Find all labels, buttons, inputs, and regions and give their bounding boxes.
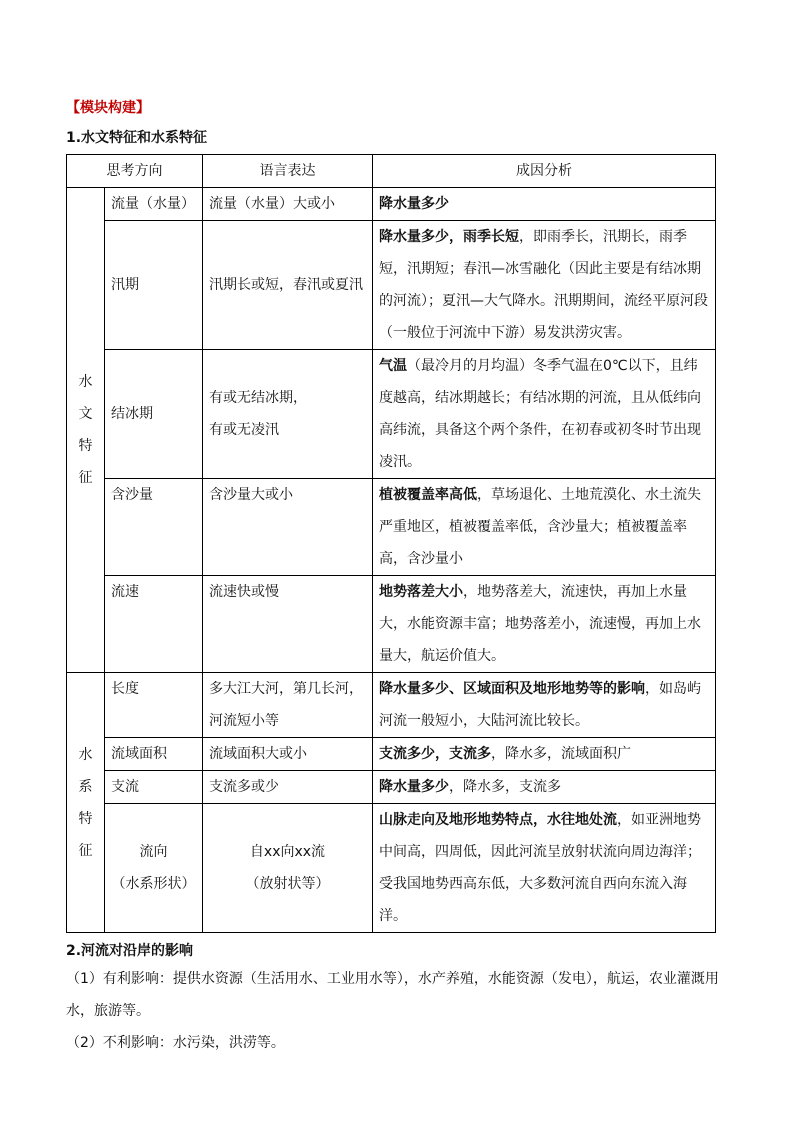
header-direction: 思考方向 [67,155,203,188]
row-expression: 流域面积大或小 [203,738,373,771]
row-analysis [373,771,716,804]
row-item: 流域面积 [105,738,203,771]
document-page [66,96,728,1059]
row-item: 结冰期 [105,350,203,479]
table-row [67,804,716,933]
header-analysis: 成因分析 [373,155,716,188]
row-expression [203,673,373,738]
table-header-row [67,155,716,188]
expression-line: 河流短小等 [209,713,279,729]
item-line: 流向 [139,844,168,860]
section1-title: 1.水文特征和水系特征 [66,130,208,146]
analysis-text: ，如岛屿河流一般短小，大陆河流比较长。 [379,681,701,729]
row-analysis [373,350,716,479]
row-analysis [373,738,716,771]
paragraph-unfavorable: （2）不利影响：水污染，洪涝等。 [66,1035,285,1051]
section2-title: 2.河流对沿岸的影响 [66,943,194,959]
group-label-line: 特征 [78,810,93,859]
item-line: （水系形状） [111,876,196,892]
analysis-bold: 地势落差大小 [379,584,463,600]
row-analysis [373,188,716,221]
row-analysis [373,479,716,576]
module-title: 【模块构建】 [66,100,150,116]
row-expression: 流量（水量）大或小 [203,188,373,221]
analysis-bold: 植被覆盖率高低 [379,487,477,503]
table-row [67,771,716,804]
row-expression [203,350,373,479]
expression-line: 多大江大河，第几长河， [209,681,363,697]
group-drainage-label [67,673,105,933]
row-expression [203,804,373,933]
row-analysis [373,804,716,933]
expression-line: 有或无结冰期， [209,390,307,406]
row-item: 长度 [105,673,203,738]
row-expression: 汛期长或短，春汛或夏汛 [203,221,373,350]
analysis-bold: 降水量多少 [379,196,449,212]
row-item: 流量（水量） [105,188,203,221]
table-row [67,221,716,350]
analysis-text: ，地势落差大，流速快，再加上水量大，水能资源丰富；地势落差小，流速慢，再加上水量大，航运价值大。 [379,584,701,664]
paragraph-favorable: （1）有利影响：提供水资源（生活用水、工业用水等），水产养殖，水能资源（发电），航运，农业灌溉用水，旅游等。 [66,971,719,1019]
table-row [67,350,716,479]
analysis-bold: 降水量多少、区域面积及地形地势等的影响 [379,681,645,697]
header-expression: 语言表达 [203,155,373,188]
row-expression: 支流多或少 [203,771,373,804]
table-row [67,188,716,221]
row-item [105,804,203,933]
table-row [67,576,716,673]
row-item: 支流 [105,771,203,804]
analysis-bold: 降水量多少 [379,779,449,795]
row-analysis [373,576,716,673]
analysis-text: ，降水多，支流多 [449,779,561,795]
table-row [67,479,716,576]
row-item: 含沙量 [105,479,203,576]
expression-line: 有或无凌汛 [209,422,279,438]
table-row [67,738,716,771]
analysis-text: ，即雨季长，汛期长，雨季短，汛期短；春汛—冰雪融化（因此主要是有结冰期的河流）；夏汛—大气降水。汛期期间，流经平原河段（一般位于河流中下游）易发洪涝灾害。 [379,229,708,341]
hydrology-table [66,154,716,933]
analysis-bold: 气温 [379,358,407,374]
expression-line: （放射状等） [245,876,330,892]
row-analysis [373,673,716,738]
analysis-text: ，草场退化、土地荒漠化、水土流失严重地区，植被覆盖率低，含沙量大；植被覆盖率高，含沙量小 [379,487,701,567]
row-expression: 含沙量大或小 [203,479,373,576]
group-label-line: 水文 [78,374,93,422]
analysis-bold: 山脉走向及地形地势特点，水往地处流 [379,812,617,828]
expression-line: 自xx向xx流 [249,844,326,860]
group-hydrology-label [67,188,105,673]
row-expression: 流速快或慢 [203,576,373,673]
analysis-text: （最冷月的月均温）冬季气温在0℃以下，且纬度越高，结冰期越长；有结冰期的河流，且从低纬向高纬流，具备这个两个条件，在初春或初冬时节出现凌汛。 [379,358,701,470]
analysis-bold: 支流多少，支流多 [379,746,491,762]
analysis-text: ，降水多，流域面积广 [491,746,631,762]
row-analysis [373,221,716,350]
group-label-line: 特征 [78,438,93,486]
row-item: 流速 [105,576,203,673]
group-label-line: 水系 [78,746,93,795]
table-row [67,673,716,738]
row-item: 汛期 [105,221,203,350]
analysis-bold: 降水量多少，雨季长短 [379,229,519,245]
analysis-text: ，如亚洲地势中间高，四周低，因此河流呈放射状流向周边海洋；受我国地势西高东低，大多数河流自西向东流入海洋。 [379,812,701,924]
